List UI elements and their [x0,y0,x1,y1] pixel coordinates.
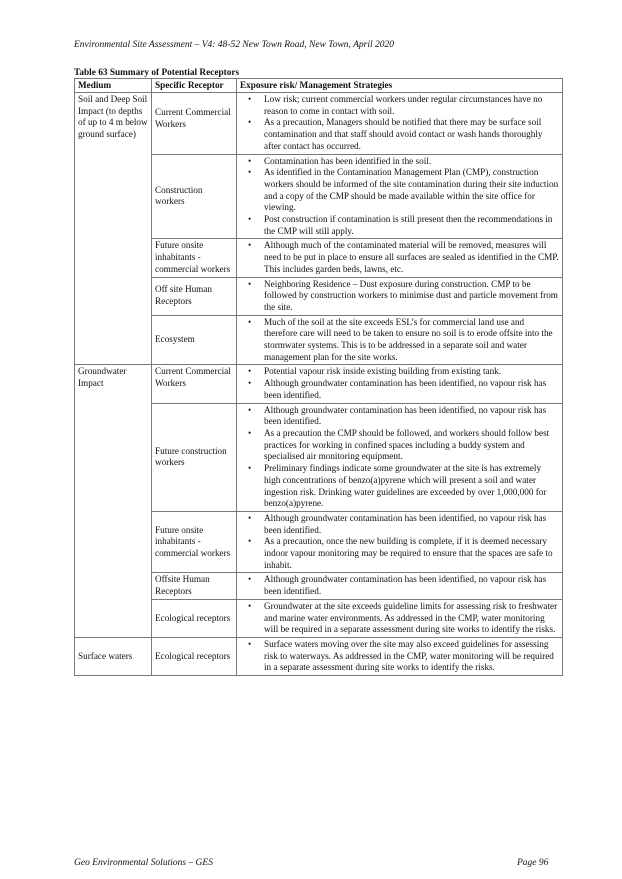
receptor-cell: Future onsite inhabitants - commercial workers [152,511,237,573]
receptor-cell: Offsite Human Receptors [152,573,237,599]
strategy-bullet: • Preliminary findings indicate some groundwater at the site is has extremely high concentrations of benzo(a)pyrene which will present a soil and water ingestion risk. Drinking water guidelines are exceeded by over 1,000,000 for benzo(a)pyrene. [240,463,559,510]
strategy-bullet: • Contamination has been identified in the soil. [240,156,559,168]
medium-cell: Groundwater Impact [75,365,152,637]
receptor-cell: Future onsite inhabitants - commercial workers [152,239,237,277]
receptor-cell: Future construction workers [152,403,237,511]
strategy-cell [237,511,563,573]
receptor-cell: Ecological receptors [152,599,237,637]
table-caption: Table 63 Summary of Potential Receptors [74,68,240,78]
strategy-bullet: • Although groundwater contamination has been identified, no vapour risk has been identified. [240,513,559,536]
column-header-medium: Medium [75,79,152,93]
strategy-cell [237,403,563,511]
strategy-bullet: • Although groundwater contamination has been identified, no vapour risk has been identified. [240,378,559,401]
strategy-bullet: • As a precaution, Managers should be notified that there may be surface soil contamination and that staff should avoid contact or wash hands thoroughly after contact has occurred. [240,117,559,152]
strategy-cell [237,239,563,277]
strategy-bullet: • Neighboring Residence – Dust exposure during construction. CMP to be followed by construction workers to minimise dust and particle movement from the site. [240,279,559,314]
table-row [75,365,563,403]
strategy-cell [237,93,563,155]
strategy-cell [237,573,563,599]
receptor-cell: Off site Human Receptors [152,277,237,315]
strategy-cell [237,365,563,403]
strategy-bullet: • Although groundwater contamination has been identified, no vapour risk has been identified. [240,574,559,597]
receptor-cell: Ecological receptors [152,637,237,675]
strategy-bullet: • Potential vapour risk inside existing building from existing tank. [240,366,559,378]
strategy-cell [237,154,563,239]
table-row [75,93,563,155]
strategy-bullet: • As a precaution the CMP should be followed, and workers should follow best practices for working in confined spaces including a buddy system and specialised air monitoring equipment. [240,428,559,463]
page-number: Page 96 [517,858,549,868]
strategy-bullet: • Groundwater at the site exceeds guideline limits for assessing risk to freshwater and marine water environments. As addressed in the CMP, water monitoring will be required in a separate assessment during site works to identify the risks. [240,601,559,636]
receptor-cell: Construction workers [152,154,237,239]
strategy-bullet: • Post construction if contamination is still present then the recommendations in the CMP will still apply. [240,214,559,237]
table-row [75,637,563,675]
strategy-bullet: • Although much of the contaminated material will be removed, measures will need to be put in place to ensure all surfaces are sealed as identified in the CMP. This includes garden beds, lawns, etc. [240,240,559,275]
strategy-cell [237,637,563,675]
medium-cell: Soil and Deep Soil Impact (to depths of up to 4 m below ground surface) [75,93,152,365]
receptor-cell: Current Commercial Workers [152,365,237,403]
page-header: Environmental Site Assessment – V4: 48-52 New Town Road, New Town, April 2020 [74,40,395,50]
footer-company: Geo Environmental Solutions – GES [74,858,213,868]
table-header-row [75,79,563,93]
column-header-exposure: Exposure risk/ Management Strategies [237,79,563,93]
receptor-cell: Current Commercial Workers [152,93,237,155]
receptors-table [74,78,563,676]
strategy-bullet: • As a precaution, once the new building is complete, if it is deemed necessary indoor vapour monitoring may be required to ensure that the spaces are safe to inhabit. [240,536,559,571]
strategy-bullet: • As identified in the Contamination Management Plan (CMP), construction workers should be informed of the site contamination during their site induction and a copy of the CMP should be made available within the site office for viewing. [240,167,559,214]
strategy-cell [237,315,563,365]
strategy-cell [237,277,563,315]
column-header-receptor: Specific Receptor [152,79,237,93]
medium-cell: Surface waters [75,637,152,675]
strategy-bullet: • Although groundwater contamination has been identified, no vapour risk has been identified. [240,405,559,428]
strategy-bullet: • Surface waters moving over the site may also exceed guidelines for assessing risk to waterways. As addressed in the CMP, water monitoring will be required in a separate assessment during site works to identify the risks. [240,639,559,674]
strategy-cell [237,599,563,637]
receptor-cell: Ecosystem [152,315,237,365]
strategy-bullet: • Low risk; current commercial workers under regular circumstances have no reason to come in contact with soil. [240,94,559,117]
strategy-bullet: • Much of the soil at the site exceeds ESL’s for commercial land use and therefore care will need to be taken to ensure no soil is to erode offsite into the stormwater systems. This is to be addressed in a separate soil and water management plan for the site works. [240,317,559,364]
